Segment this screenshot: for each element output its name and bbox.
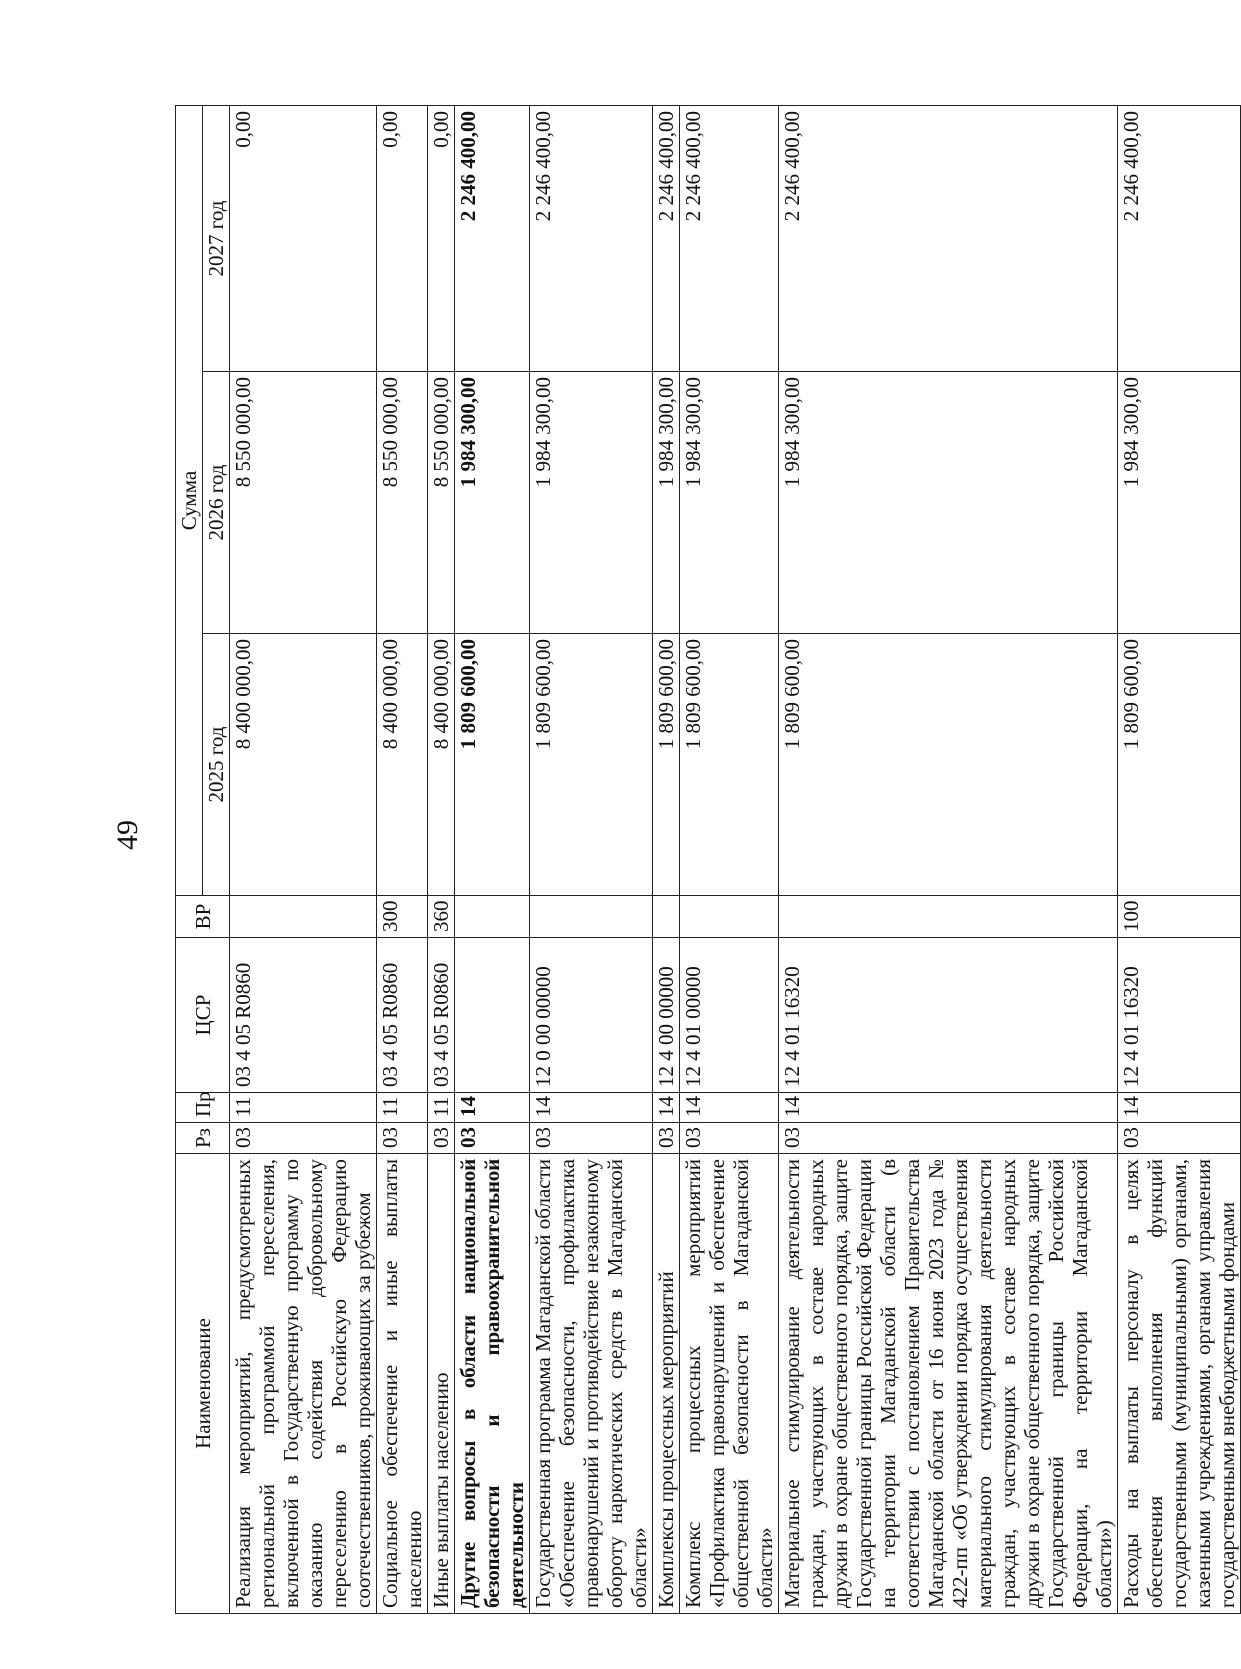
cell-vr (530, 896, 653, 938)
cell-pr: 14 (1118, 1093, 1241, 1123)
table-row (455, 105, 530, 1613)
cell-2026: 1 984 300,00 (653, 372, 680, 634)
cell-name: Расходы на выплаты персоналу в целях обеспечения выполнения функций государственными (муниципальными) органами, казенными учреждениями, органами управления государственными внебюджетными фондами (1118, 1154, 1241, 1614)
cell-rz: 03 (377, 1123, 428, 1154)
cell-rz: 03 (530, 1123, 653, 1154)
cell-name: Комплекс процессных мероприятий «Профилактика правонарушений и обеспечение общественной безопасности в Магаданской области» (680, 1154, 779, 1614)
header-rz: Рз (176, 1123, 230, 1154)
cell-2025: 8 400 000,00 (230, 634, 377, 896)
cell-name: Другие вопросы в области национальной безопасности и правоохранительной деятельности (455, 1154, 530, 1614)
cell-vr: 360 (428, 896, 455, 938)
table-row (779, 105, 1118, 1613)
header-name: Наименование (176, 1154, 230, 1614)
cell-vr (680, 896, 779, 938)
cell-pr: 11 (428, 1093, 455, 1123)
cell-csr: 12 0 00 00000 (530, 938, 653, 1093)
cell-2027: 2 246 400,00 (680, 105, 779, 371)
cell-vr (230, 896, 377, 938)
cell-2026: 8 550 000,00 (230, 372, 377, 634)
header-pr: Пр (176, 1093, 230, 1123)
cell-name: Материальное стимулирование деятельности граждан, участвующих в составе народных дружин в охране общественного порядка, защите Государственной границы Российской Федерации на территории Магаданской области (в соответствии с постановлением Правительства Магаданской области от 16 июня 2023 года № 422-пп «Об утверждении порядка осуществления материального стимулирования деятельности граждан, участвующих в составе народных дружин в охране общественного порядка, защите Государственной границы Российской Федерации, на территории Магаданской области») (779, 1154, 1118, 1614)
cell-csr: 12 4 01 16320 (1118, 938, 1241, 1093)
table-row (230, 105, 377, 1613)
rotated-table-container (175, 106, 1239, 1614)
cell-2026: 8 550 000,00 (428, 372, 455, 634)
cell-csr: 12 4 01 16320 (779, 938, 1118, 1093)
cell-csr: 12 4 00 00000 (653, 938, 680, 1093)
cell-2026: 1 984 300,00 (530, 372, 653, 634)
cell-vr (653, 896, 680, 938)
cell-2025: 1 809 600,00 (530, 634, 653, 896)
cell-rz: 03 (779, 1123, 1118, 1154)
header-year-2025: 2025 год (203, 634, 230, 896)
header-sum: Сумма (176, 105, 203, 895)
cell-2025: 1 809 600,00 (653, 634, 680, 896)
cell-2026: 1 984 300,00 (680, 372, 779, 634)
cell-csr: 03 4 05 R0860 (428, 938, 455, 1093)
cell-2027: 0,00 (230, 105, 377, 371)
cell-2025: 8 400 000,00 (428, 634, 455, 896)
table-row (1118, 105, 1241, 1613)
table-row (680, 105, 779, 1613)
cell-vr: 300 (377, 896, 428, 938)
cell-2025: 1 809 600,00 (680, 634, 779, 896)
cell-2027: 0,00 (377, 105, 428, 371)
cell-vr: 100 (1118, 896, 1241, 938)
cell-rz: 03 (455, 1123, 530, 1154)
page-number: 49 (111, 820, 144, 850)
header-year-2026: 2026 год (203, 372, 230, 634)
cell-rz: 03 (680, 1123, 779, 1154)
cell-csr: 12 4 01 00000 (680, 938, 779, 1093)
cell-pr: 14 (455, 1093, 530, 1123)
header-year-2027: 2027 год (203, 105, 230, 371)
cell-name: Государственная программа Магаданской области «Обеспечение безопасности, профилактика правонарушений и противодействие незаконному обороту наркотических средств в Магаданской области» (530, 1154, 653, 1614)
table-row (653, 105, 680, 1613)
cell-2026: 1 984 300,00 (779, 372, 1118, 634)
cell-csr (455, 938, 530, 1093)
cell-name: Реализация мероприятий, предусмотренных региональной программой переселения, включенной в Государственную программу по оказанию содействия добровольному переселению в Российскую Федерацию соотечественников, проживающих за рубежом (230, 1154, 377, 1614)
header-vr: ВР (176, 896, 230, 938)
cell-2027: 2 246 400,00 (455, 105, 530, 371)
cell-name: Комплексы процессных мероприятий (653, 1154, 680, 1614)
table-body (230, 105, 1241, 1613)
cell-2026: 8 550 000,00 (377, 372, 428, 634)
cell-pr: 14 (653, 1093, 680, 1123)
header-csr: ЦСР (176, 938, 230, 1093)
cell-2027: 2 246 400,00 (530, 105, 653, 371)
cell-2026: 1 984 300,00 (455, 372, 530, 634)
cell-rz: 03 (428, 1123, 455, 1154)
cell-2027: 0,00 (428, 105, 455, 371)
cell-2027: 2 246 400,00 (1118, 105, 1241, 371)
cell-2025: 1 809 600,00 (779, 634, 1118, 896)
cell-2025: 8 400 000,00 (377, 634, 428, 896)
cell-rz: 03 (653, 1123, 680, 1154)
cell-name: Социальное обеспечение и иные выплаты населению (377, 1154, 428, 1614)
table-row (530, 105, 653, 1613)
cell-vr (779, 896, 1118, 938)
cell-2025: 1 809 600,00 (455, 634, 530, 896)
cell-pr: 14 (779, 1093, 1118, 1123)
cell-csr: 03 4 05 R0860 (377, 938, 428, 1093)
table-row (428, 105, 455, 1613)
cell-vr (455, 896, 530, 938)
cell-pr: 11 (377, 1093, 428, 1123)
cell-2027: 2 246 400,00 (779, 105, 1118, 371)
cell-2025: 1 809 600,00 (1118, 634, 1241, 896)
cell-pr: 11 (230, 1093, 377, 1123)
budget-table (175, 105, 1241, 1614)
cell-name: Иные выплаты населению (428, 1154, 455, 1614)
cell-rz: 03 (230, 1123, 377, 1154)
cell-2027: 2 246 400,00 (653, 105, 680, 371)
cell-pr: 14 (680, 1093, 779, 1123)
table-row (377, 105, 428, 1613)
cell-2026: 1 984 300,00 (1118, 372, 1241, 634)
cell-csr: 03 4 05 R0860 (230, 938, 377, 1093)
cell-pr: 14 (530, 1093, 653, 1123)
cell-rz: 03 (1118, 1123, 1241, 1154)
